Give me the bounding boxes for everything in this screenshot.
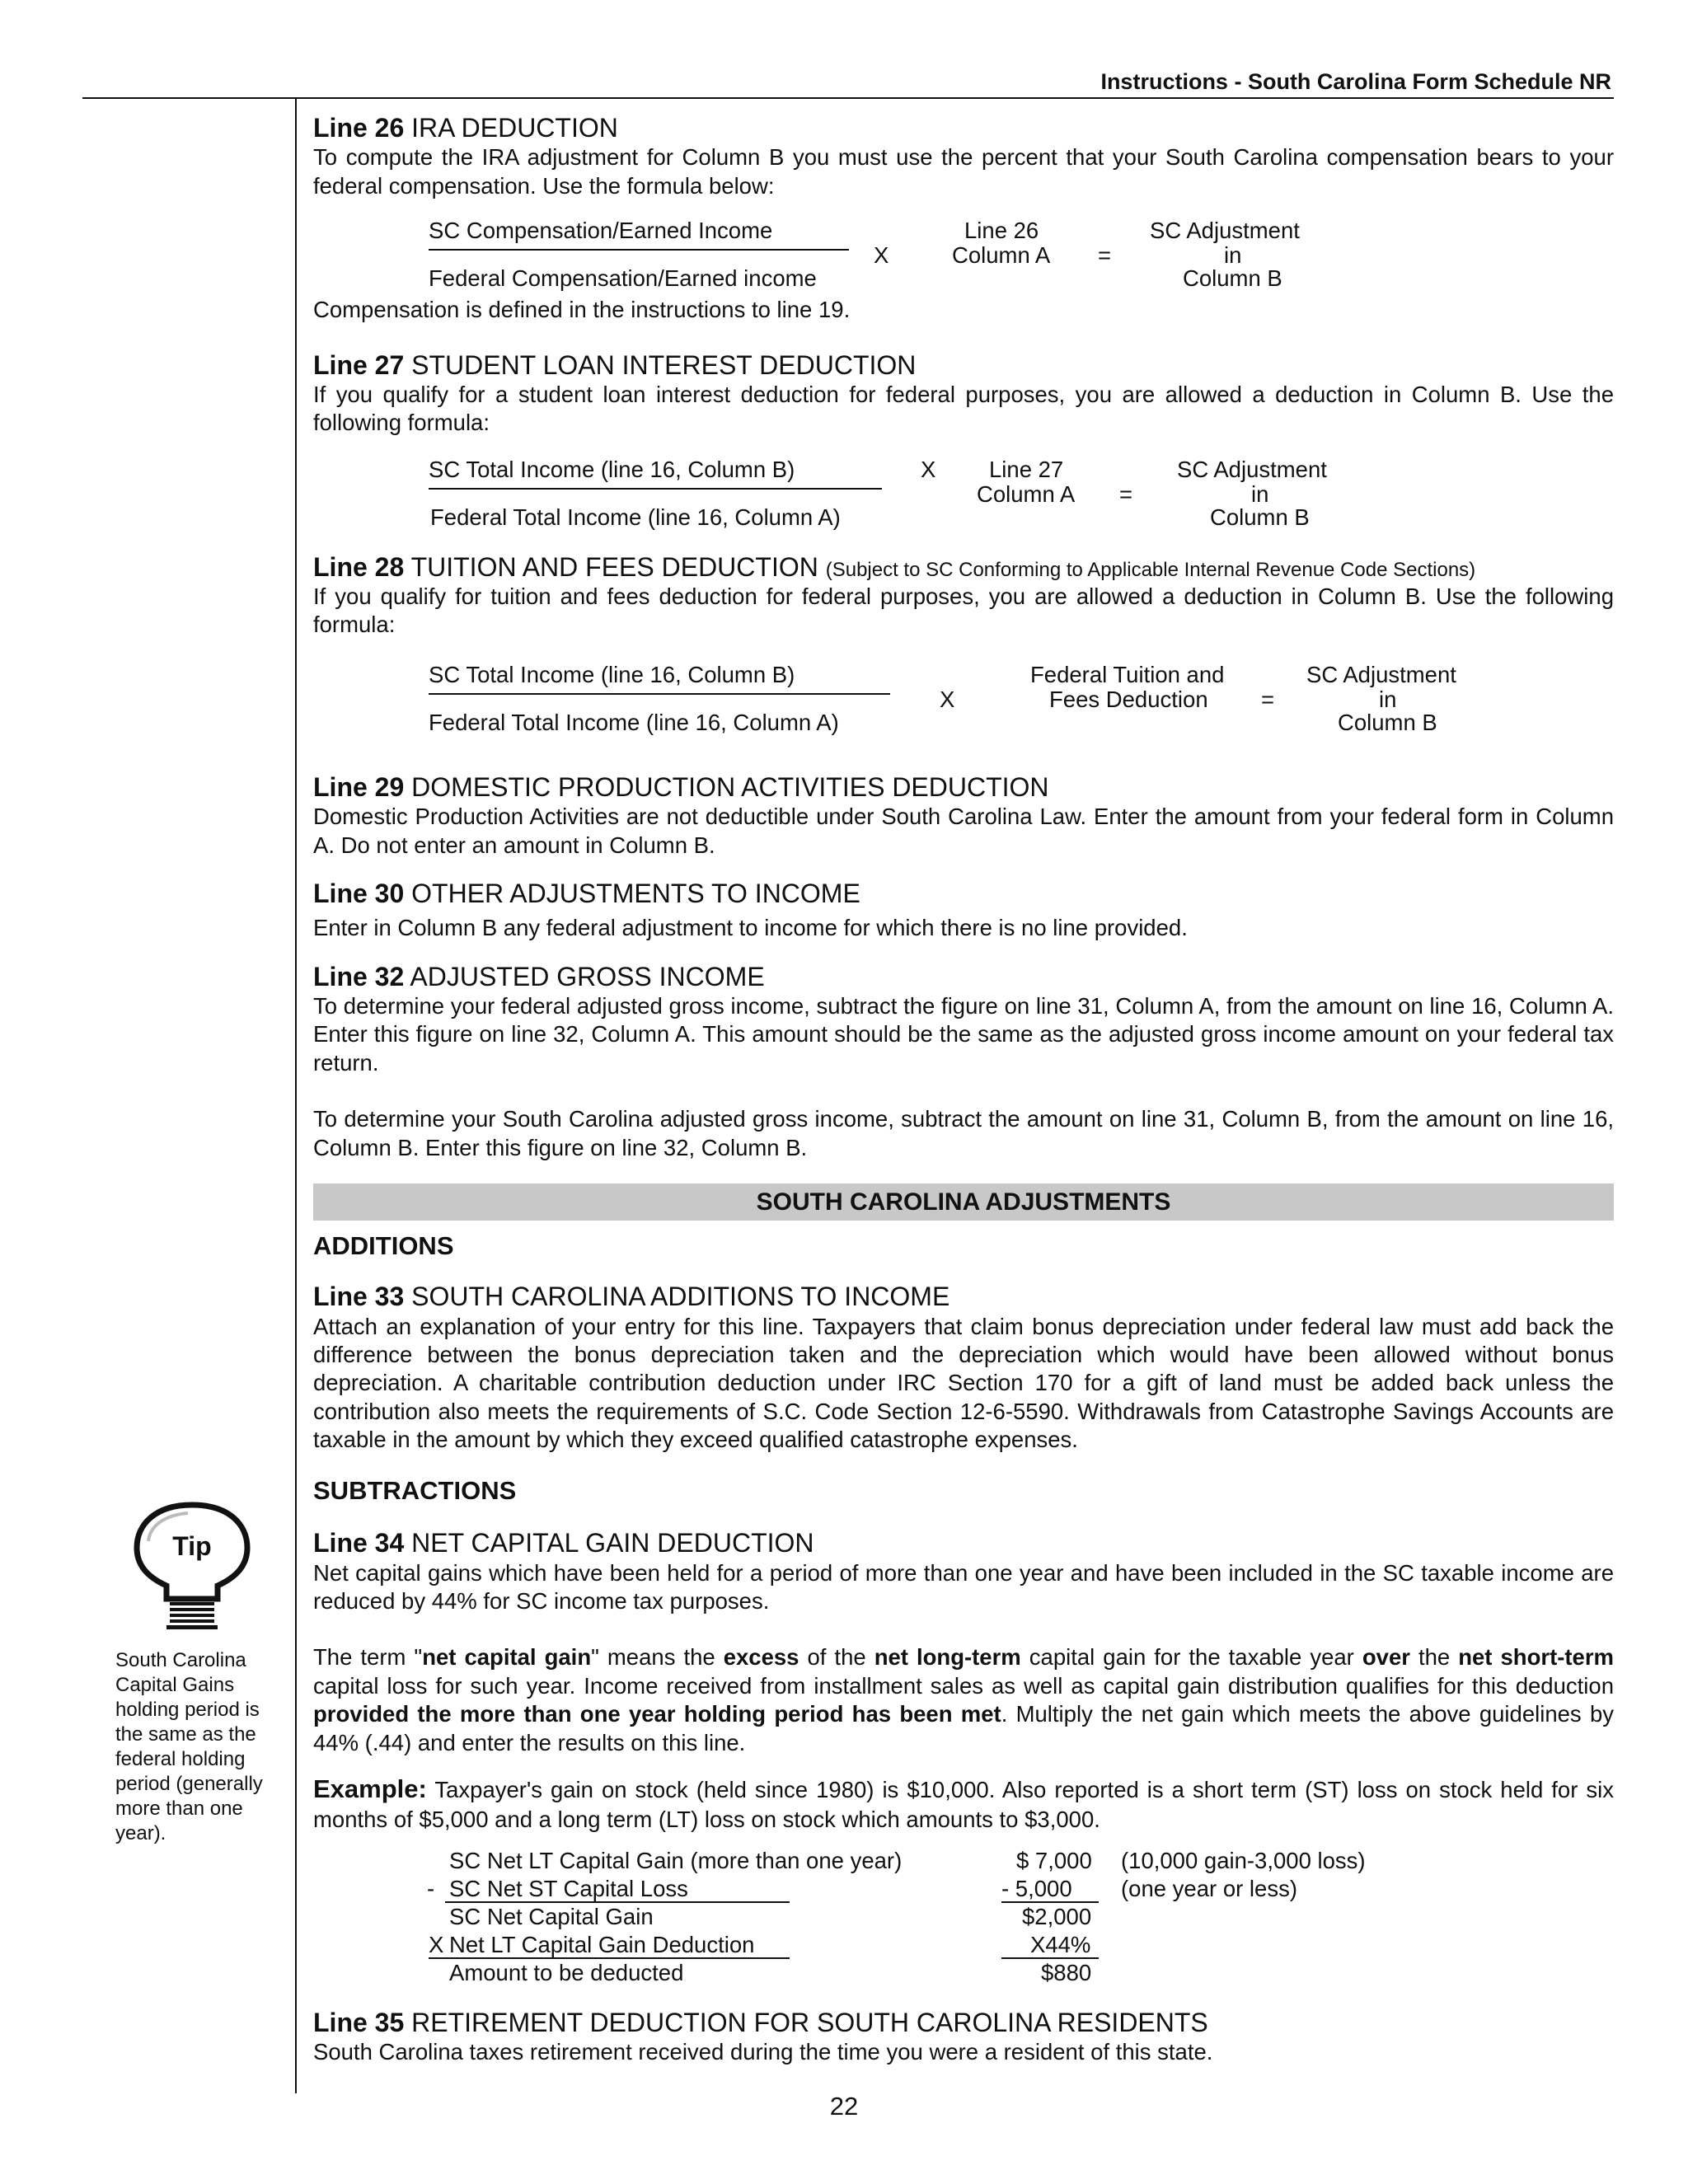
row-amount: $880 xyxy=(1041,1960,1092,1985)
section-banner: SOUTH CAROLINA ADJUSTMENTS xyxy=(313,1183,1614,1221)
line28-text: If you qualify for tuition and fees deduction for federal purposes, you are allowed a deduction in Column B. Use the following formula: xyxy=(313,583,1614,638)
formula-result-3: Column B xyxy=(1338,709,1437,735)
subtractions-heading: SUBTRACTIONS xyxy=(313,1476,517,1506)
equals-sign: = xyxy=(1261,686,1275,712)
tip-note: South Carolina Capital Gains holding period is the same as the federal holding period (generally more than one year). xyxy=(115,1649,263,1844)
line26-text: To compute the IRA adjustment for Column B you must use the percent that your South Carolina compensation bears to your federal compensation. Use the formula below: xyxy=(313,144,1614,199)
formula-result-3: Column B xyxy=(1210,504,1310,530)
line27-text: If you qualify for a student loan interest deduction for federal purposes, you are allowed a deduction in Column B. Use the following formula: xyxy=(313,381,1614,436)
multiply-sign: X xyxy=(940,686,955,712)
line32-heading: Line 32 ADJUSTED GROSS INCOME xyxy=(313,961,765,991)
line27-formula xyxy=(313,456,1614,530)
line34-example: Example: Taxpayer's gain on stock (held since 1980) is $10,000. Also reported is a short term (ST) loss on stock held for six months of $5,000 and a long term (LT) loss on stock which amounts to $3,000. xyxy=(313,1774,1614,1832)
formula-factor-2: Column A xyxy=(977,480,1076,507)
formula-result-3: Column B xyxy=(1183,265,1282,292)
line32-text-1: To determine your federal adjusted gross income, subtract the figure on line 31, Column A, from the amount on line 16, Column A. Enter this figure on line 32, Column A. This amount should be the same as the adjusted gross income amount on your federal tax return. xyxy=(313,993,1614,1076)
tip-label: Tip xyxy=(172,1531,212,1561)
line35-heading: Line 35 RETIREMENT DEDUCTION FOR SOUTH CAROLINA RESIDENTS xyxy=(313,2008,1208,2037)
line26-heading: Line 26 IRA DEDUCTION xyxy=(313,113,618,143)
row-label: SC Net Capital Gain xyxy=(449,1904,654,1929)
line28-heading: Line 28 TUITION AND FEES DEDUCTION (Subject to SC Conforming to Applicable Internal Revenue Code Sections) xyxy=(313,551,1476,582)
line30-text: Enter in Column B any federal adjustment to income for which there is no line provided. xyxy=(313,915,1188,941)
main-content xyxy=(313,112,1614,2067)
row-label: SC Net LT Capital Gain (more than one year) xyxy=(449,1848,903,1873)
header-rule xyxy=(82,97,1614,99)
formula-result-2: in xyxy=(1224,242,1242,269)
row-label: Net LT Capital Gain Deduction xyxy=(449,1932,755,1957)
row-label: Amount to be deducted xyxy=(449,1960,684,1985)
formula-denominator: Federal Compensation/Earned income xyxy=(429,265,817,292)
formula-numerator: SC Total Income (line 16, Column B) xyxy=(429,661,795,687)
formula-result-1: SC Adjustment xyxy=(1306,661,1456,687)
row-amount: $2,000 xyxy=(1022,1904,1092,1929)
line29-heading: Line 29 DOMESTIC PRODUCTION ACTIVITIES DEDUCTION xyxy=(313,771,1049,802)
formula-factor-2: Column A xyxy=(952,242,1051,269)
fraction-bar xyxy=(429,249,849,251)
multiply-sign: X xyxy=(921,456,936,482)
formula-numerator: SC Total Income (line 16, Column B) xyxy=(429,456,795,482)
row-amount: X44% xyxy=(1030,1932,1091,1957)
margin-rule xyxy=(295,99,297,2093)
row-note: (one year or less) xyxy=(1121,1876,1297,1901)
formula-result-1: SC Adjustment xyxy=(1177,456,1327,482)
equals-sign: = xyxy=(1119,480,1133,507)
row-amount: $ 7,000 xyxy=(1016,1848,1092,1873)
line32-text-2: To determine your South Carolina adjusted gross income, subtract the amount on line 31, Column B, from the amount on line 16, Column B. Enter this figure on line 32, Column B. xyxy=(313,1106,1614,1160)
page-header: Instructions - South Carolina Form Schedule NR xyxy=(1100,69,1611,94)
line33-text: Attach an explanation of your entry for this line. Taxpayers that claim bonus depreciation under federal law must add back the difference between the bonus depreciation taken and the depreciation which would have been allowed without bonus depreciation. A charitable contribution deduction under IRC Section 170 for a gift of land must be added back unless the contribution also meets the requirements of S.C. Code Section 12-6-5590. Withdrawals from Catastrophe Savings Accounts are taxable in the amount by which they exceed qualified catastrophe expenses. xyxy=(313,1313,1614,1453)
line26-note: Compensation is defined in the instructions to line 19. xyxy=(313,297,851,323)
fraction-bar xyxy=(429,693,890,695)
page-number: 22 xyxy=(829,2092,859,2121)
formula-factor-2: Fees Deduction xyxy=(1049,686,1208,712)
formula-result-2: in xyxy=(1379,686,1397,712)
example-table xyxy=(313,1847,1614,1985)
fraction-bar xyxy=(429,488,882,490)
multiply-sign: X xyxy=(874,242,889,269)
line34-text-1: Net capital gains which have been held for a period of more than one year and have been included in the SC taxable income are reduced by 44% for SC income tax purposes. xyxy=(313,1559,1614,1614)
lightbulb-icon xyxy=(130,1500,254,1632)
line30-heading: Line 30 OTHER ADJUSTMENTS TO INCOME xyxy=(313,878,860,908)
line34-text-2: The term "net capital gain" means the excess of the net long-term capital gain for the taxable year over the net short-term capital loss for such year. Income received from installment sales as well as capital gain distribution qualifies for this deduction provided the more than one year holding period has been met. Multiply the net gain which meets the above guidelines by 44% (.44) and enter the results on this line. xyxy=(313,1644,1614,1755)
row-prefix: - xyxy=(427,1876,435,1901)
formula-factor-1: Federal Tuition and xyxy=(1030,661,1225,687)
equals-sign: = xyxy=(1098,242,1112,269)
tip-icon xyxy=(130,1500,254,1632)
formula-result-2: in xyxy=(1251,480,1269,507)
row-note: (10,000 gain-3,000 loss) xyxy=(1121,1848,1366,1873)
formula-factor-1: Line 26 xyxy=(964,218,1039,244)
additions-heading: ADDITIONS xyxy=(313,1231,454,1261)
formula-denominator: Federal Total Income (line 16, Column A) xyxy=(430,504,841,530)
formula-numerator: SC Compensation/Earned Income xyxy=(429,218,773,244)
formula-denominator: Federal Total Income (line 16, Column A) xyxy=(429,709,839,735)
line29-text: Domestic Production Activities are not deductible under South Carolina Law. Enter the amount from your federal form in Column A. Do not enter an amount in Column B. xyxy=(313,804,1614,858)
row-label: SC Net ST Capital Loss xyxy=(449,1876,688,1901)
row-amount: - 5,000 xyxy=(1001,1876,1072,1901)
line26-formula xyxy=(313,217,1614,291)
line27-heading: Line 27 STUDENT LOAN INTEREST DEDUCTION xyxy=(313,349,917,380)
line35-text: South Carolina taxes retirement received during the time you were a resident of this state. xyxy=(313,2039,1213,2065)
line34-heading: Line 34 NET CAPITAL GAIN DEDUCTION xyxy=(313,1528,814,1558)
line28-formula xyxy=(313,661,1614,735)
formula-factor-1: Line 27 xyxy=(989,456,1064,482)
line33-heading: Line 33 SOUTH CAROLINA ADDITIONS TO INCOME xyxy=(313,1282,950,1312)
row-prefix: X xyxy=(429,1932,444,1957)
formula-result-1: SC Adjustment xyxy=(1150,218,1300,244)
